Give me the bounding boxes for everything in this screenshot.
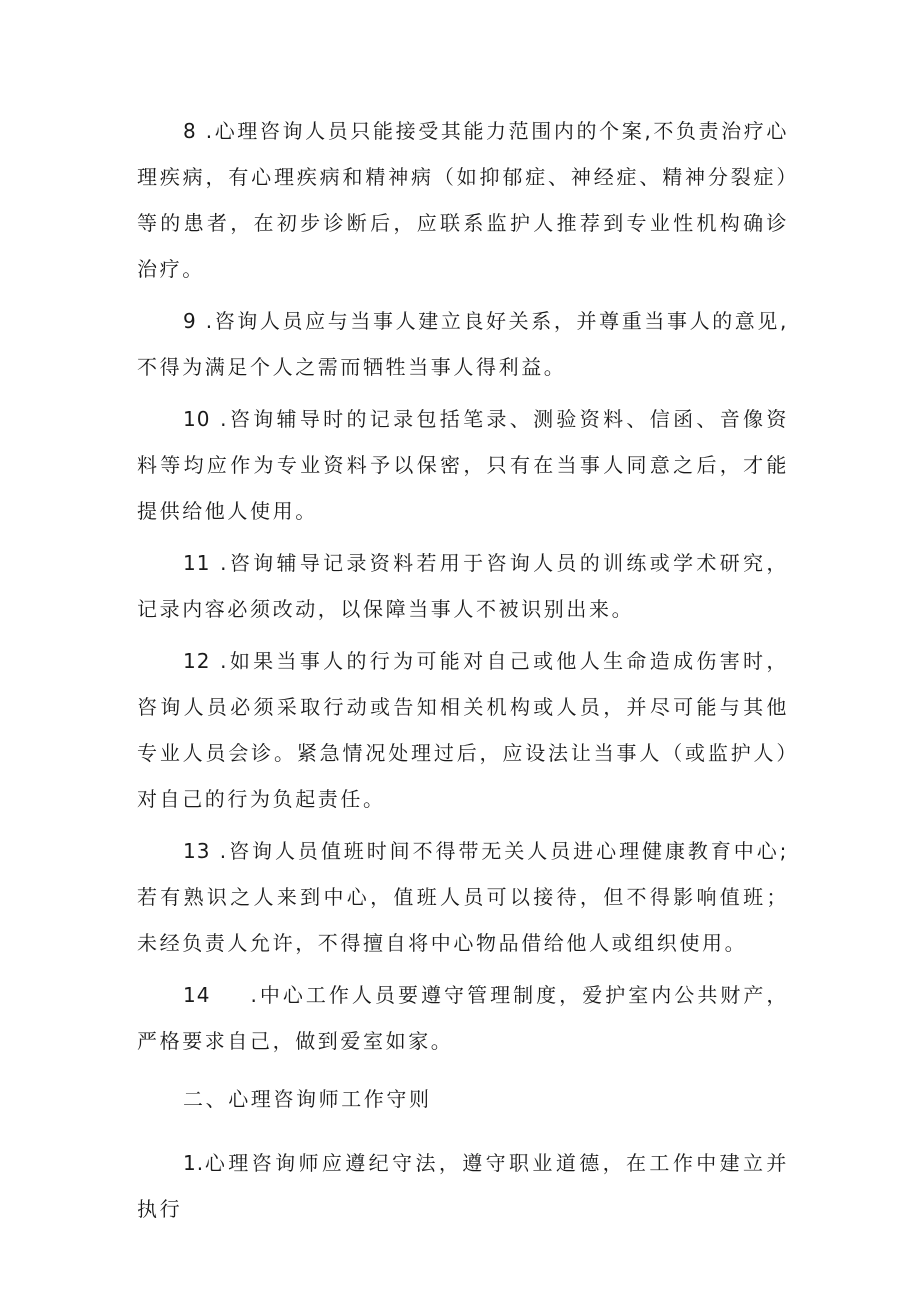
rule-number: 1. — [183, 1151, 205, 1175]
rule-number: 8 — [183, 119, 197, 143]
rule-item-14 — [137, 972, 789, 1064]
rule-number: 11 — [183, 551, 211, 575]
rule-item-10 — [137, 396, 789, 534]
document-body — [137, 108, 789, 1232]
rule-text: .中心工作人员要遵守管理制度，爱护室内公共财产，严格要求自己，做到爱室如家。 — [137, 983, 789, 1053]
rule-item-8 — [137, 108, 789, 292]
rule-text: .咨询人员值班时间不得带无关人员进心理健康教育中心;若有熟识之人来到中心，值班人员可以接待，但不得影响值班；未经负责人允许，不得擅自将中心物品借给他人或组织使用。 — [137, 839, 789, 955]
rule-item-13 — [137, 828, 789, 966]
rule-text: .咨询人员应与当事人建立良好关系，并尊重当事人的意见,不得为满足个人之需而牺牲当事人得利益。 — [137, 309, 789, 379]
rule-number: 10 — [183, 407, 211, 431]
rule-item-9 — [137, 298, 789, 390]
section-heading: 二、心理咨询师工作守则 — [183, 1087, 432, 1111]
rule-text: .咨询辅导时的记录包括笔录、测验资料、信函、音像资料等均应作为专业资料予以保密，只有在当事人同意之后，才能提供给他人使用。 — [137, 407, 789, 523]
rule-number: 13 — [183, 839, 211, 863]
rule-text: .咨询辅导记录资料若用于咨询人员的训练或学术研究，记录内容必须改动，以保障当事人不被识别出来。 — [137, 551, 789, 621]
rule-number: 12 — [183, 649, 211, 673]
rule-number: 14 — [183, 983, 211, 1007]
rule-item-12 — [137, 638, 789, 822]
rule-text: 心理咨询师应遵纪守法，遵守职业道德，在工作中建立并执行 — [137, 1151, 789, 1221]
rule-text: .心理咨询人员只能接受其能力范围内的个案,不负责治疗心理疾病，有心理疾病和精神病（如抑郁症、神经症、精神分裂症）等的患者，在初步诊断后，应联系监护人推荐到专业性机构确诊治疗。 — [137, 119, 789, 281]
rule-number: 9 — [183, 309, 197, 333]
rule-text: .如果当事人的行为可能对自己或他人生命造成伤害时，咨询人员必须采取行动或告知相关机构或人员，并尽可能与其他专业人员会诊。紧急情况处理过后，应设法让当事人（或监护人）对自己的行为负起责任。 — [137, 649, 789, 811]
rule-item-11 — [137, 540, 789, 632]
section-rule-item-1 — [137, 1140, 789, 1232]
